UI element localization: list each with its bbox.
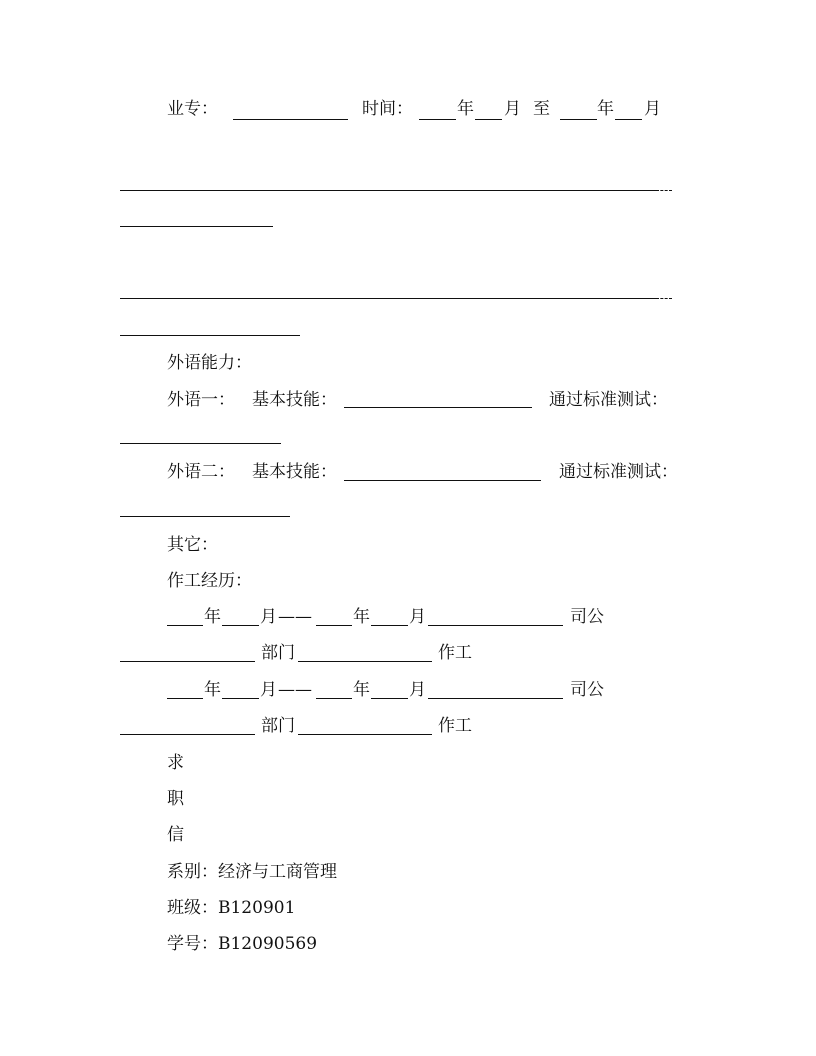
work1-end-year-blank: [316, 625, 352, 626]
blank-line: [120, 226, 273, 227]
language-section-label: 外语能力：: [167, 353, 252, 373]
class-info: 班级：B120901: [167, 898, 296, 918]
blank-line-tail: [656, 190, 672, 191]
work2-end-month-blank: [371, 698, 408, 699]
department-info: 系别：经济与工商管理: [167, 862, 337, 882]
work1-end-year-unit: 年: [353, 607, 370, 627]
work1-job-label: 作工: [438, 643, 472, 663]
language-one-skill-blank: [344, 407, 532, 408]
work1-dash: ——: [278, 607, 312, 627]
work-section-label: 作工经历：: [167, 571, 252, 591]
time-label: 时间：: [362, 99, 413, 119]
work1-year-unit: 年: [204, 607, 221, 627]
end-month-blank: [615, 119, 642, 120]
language-two-skill-blank: [344, 480, 541, 481]
language-two-label: 外语二：: [167, 462, 235, 482]
other-label: 其它：: [167, 535, 218, 555]
work2-company-label: 司公: [570, 680, 604, 700]
start-year-unit: 年: [457, 99, 474, 119]
work2-job-blank: [298, 734, 432, 735]
work2-start-year-blank: [167, 698, 203, 699]
work2-month-unit: 月: [260, 680, 277, 700]
work1-dept-blank: [120, 661, 255, 662]
work2-start-month-blank: [222, 698, 259, 699]
work1-start-year-blank: [167, 625, 203, 626]
end-month-unit: 月: [644, 99, 661, 119]
to-label: 至: [533, 99, 550, 119]
blank-line: [120, 190, 656, 191]
vertical-title-char: 求: [167, 753, 184, 773]
blank-line: [120, 335, 300, 336]
blank-line: [120, 298, 656, 299]
work1-department-label: 部门: [261, 643, 295, 663]
work2-end-year-blank: [316, 698, 352, 699]
language-two-test-blank: [120, 516, 290, 517]
work2-end-month-unit: 月: [409, 680, 426, 700]
work1-end-month-unit: 月: [409, 607, 426, 627]
major-label: 业专：: [167, 99, 218, 119]
language-one-test-blank: [120, 443, 281, 444]
work2-job-label: 作工: [438, 716, 472, 736]
work2-end-year-unit: 年: [353, 680, 370, 700]
work1-company-blank: [428, 625, 563, 626]
end-year-unit: 年: [597, 99, 614, 119]
start-month-blank: [475, 119, 502, 120]
work1-start-month-blank: [222, 625, 259, 626]
language-two-test-label: 通过标准测试：: [559, 462, 678, 482]
language-one-test-label: 通过标准测试：: [549, 390, 668, 410]
end-year-blank: [560, 119, 597, 120]
blank-line-tail: [656, 298, 672, 299]
work2-dash: ——: [278, 680, 312, 700]
vertical-title-char: 职: [167, 789, 184, 809]
work2-department-label: 部门: [261, 716, 295, 736]
work2-company-blank: [428, 698, 563, 699]
work2-dept-blank: [120, 734, 255, 735]
start-year-blank: [419, 119, 456, 120]
language-one-skill-label: 基本技能：: [252, 390, 337, 410]
language-one-label: 外语一：: [167, 390, 235, 410]
major-blank: [233, 119, 348, 120]
student-id-info: 学号：B12090569: [167, 934, 318, 954]
start-month-unit: 月: [504, 99, 521, 119]
work1-month-unit: 月: [260, 607, 277, 627]
work1-end-month-blank: [371, 625, 408, 626]
language-two-skill-label: 基本技能：: [252, 462, 337, 482]
vertical-title-char: 信: [167, 825, 184, 845]
work1-company-label: 司公: [570, 607, 604, 627]
work2-year-unit: 年: [204, 680, 221, 700]
work1-job-blank: [298, 661, 432, 662]
